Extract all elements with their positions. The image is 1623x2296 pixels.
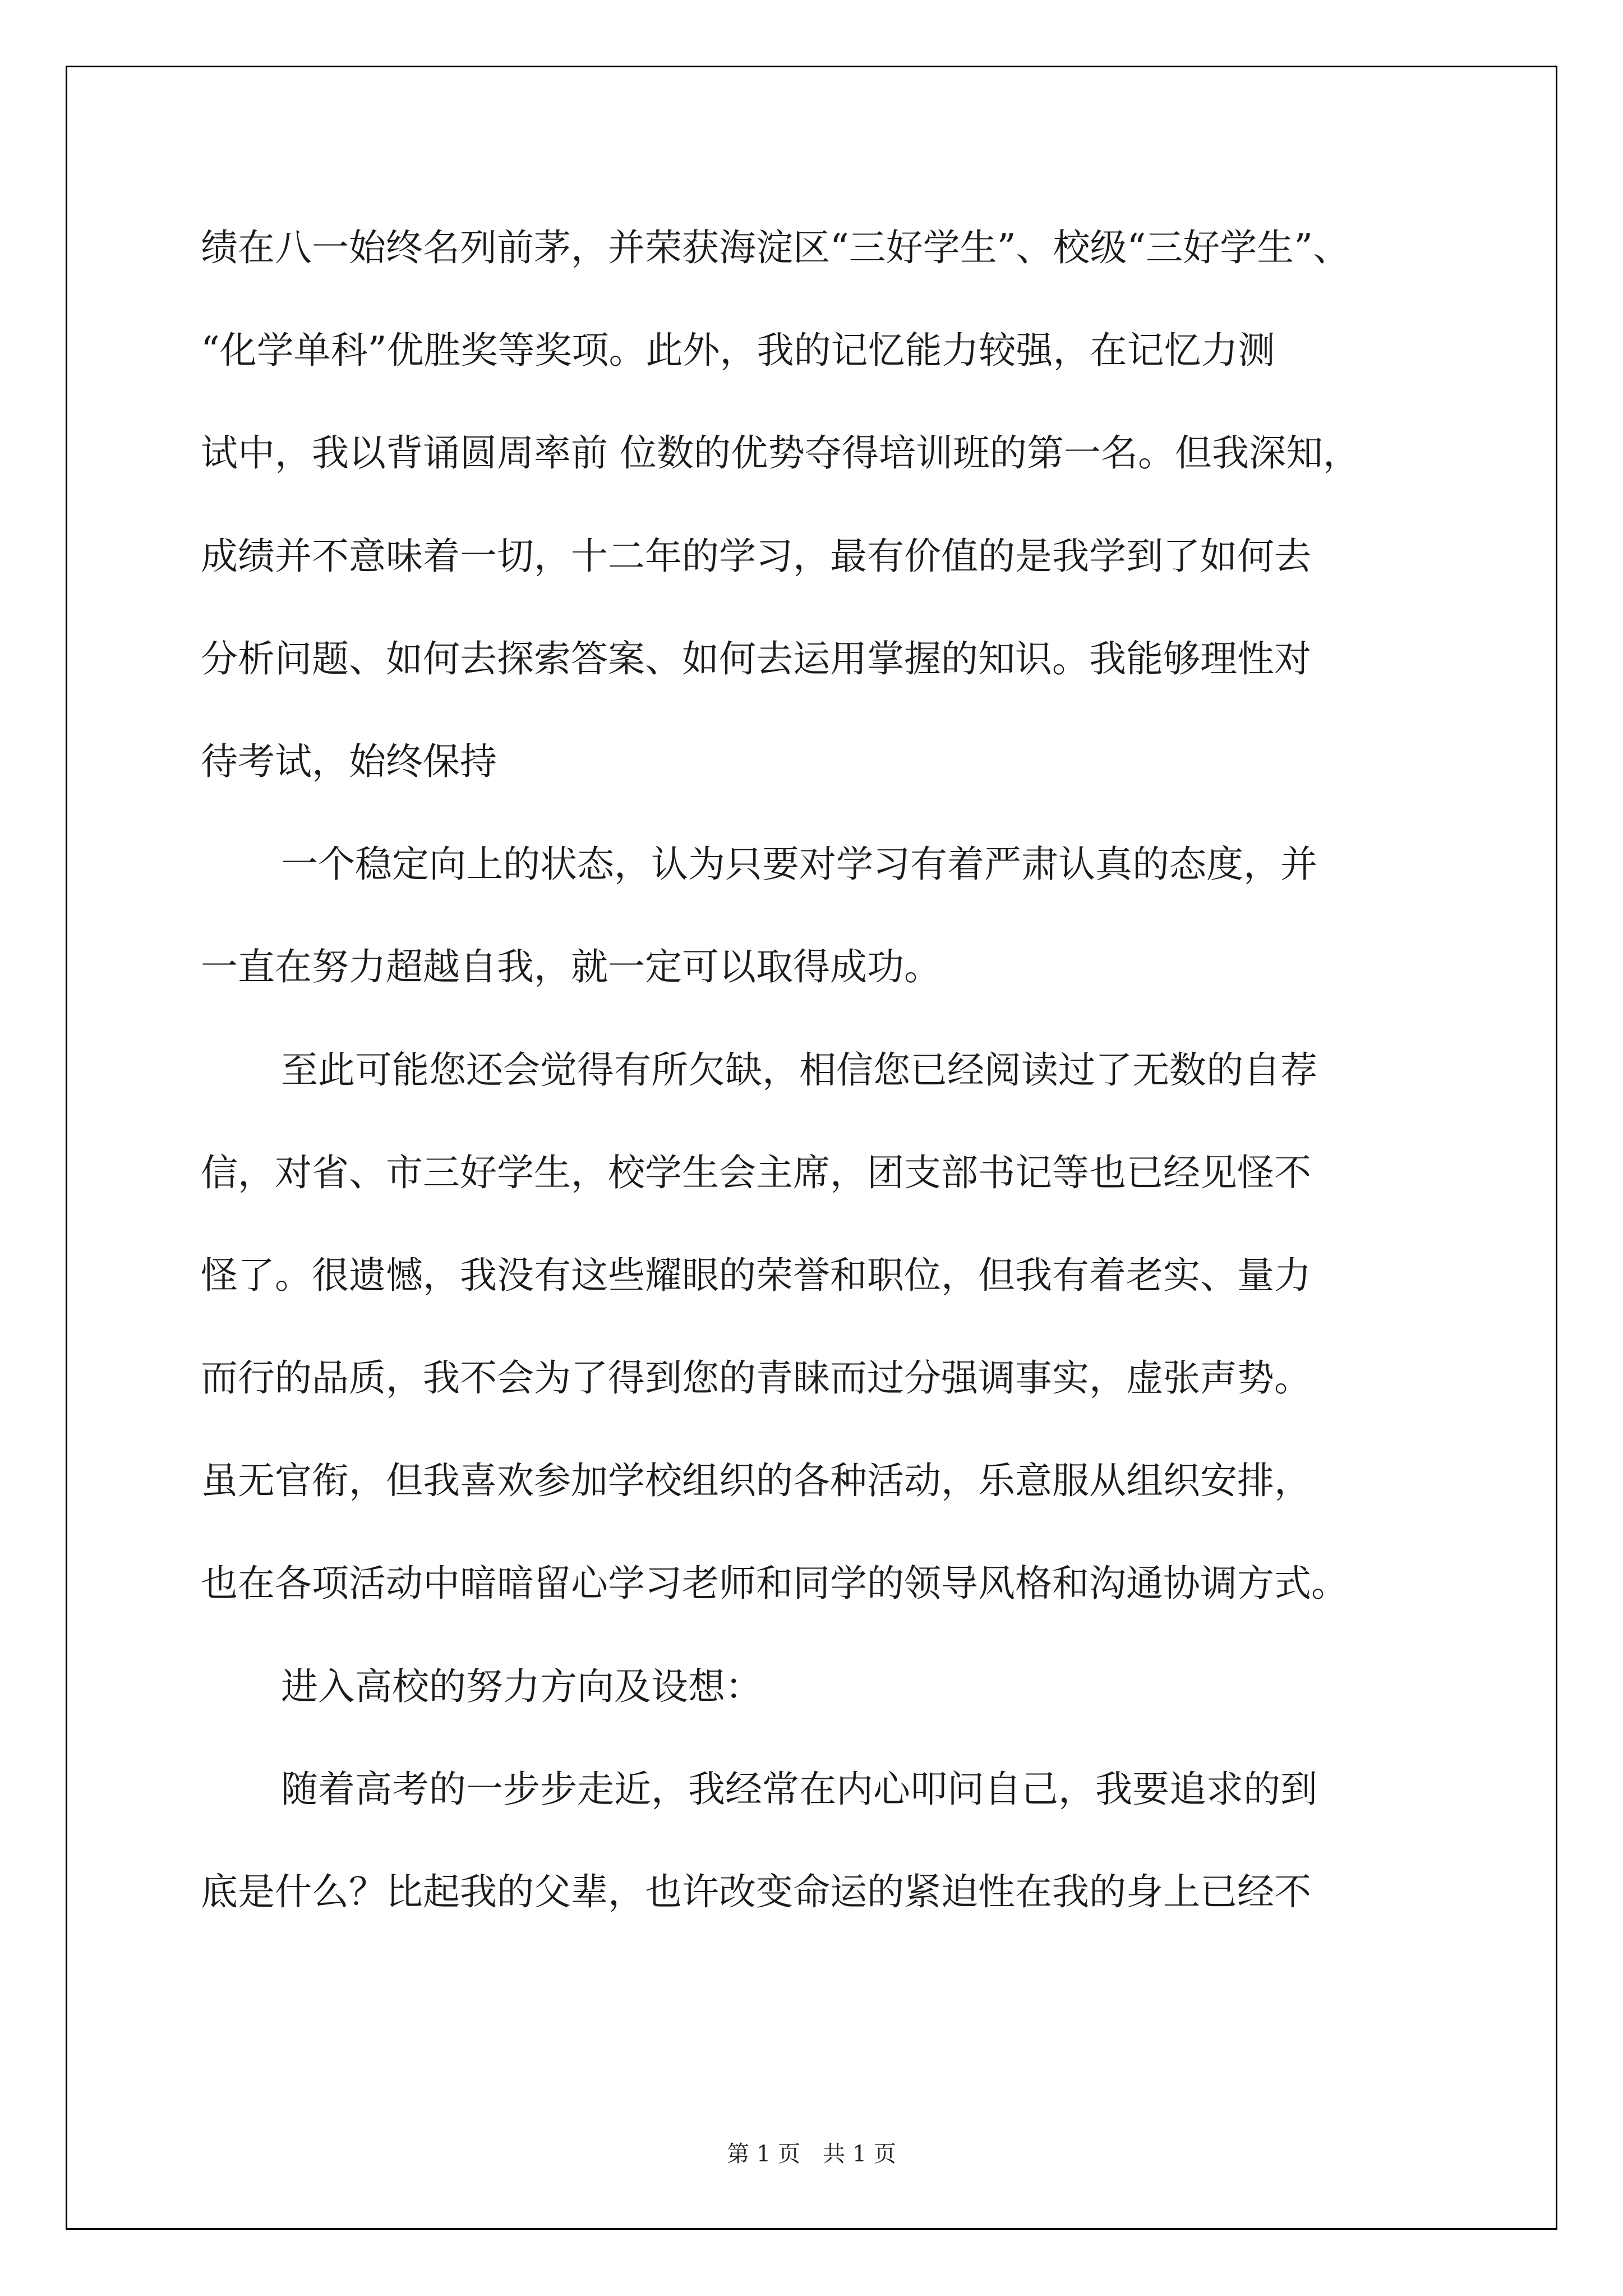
text-line: 试中，我以背诵圆周率前 位数的优势夺得培训班的第一名。但我深知， — [201, 431, 1360, 475]
text-line: 分析问题、如何去探索答案、如何去运用掌握的知识。我能够理性对 — [201, 637, 1311, 680]
text-line: 绩在八一始终名列前茅，并荣获海淀区“三好学生”、校级“三好学生”、 — [201, 226, 1350, 269]
text-line: “化学单科”优胜奖等奖项。此外，我的记忆能力较强，在记忆力测 — [201, 329, 1275, 372]
text-line: 底是什么？比起我的父辈，也许改变命运的紧迫性在我的身上已经不 — [201, 1870, 1311, 1913]
page-footer: 第 1 页 共 1 页 — [727, 2141, 896, 2167]
text-line: 成绩并不意味着一切，十二年的学习，最有价值的是我学到了如何去 — [201, 534, 1311, 578]
text-line: 一直在努力超越自我，就一定可以取得成功。 — [201, 945, 941, 989]
text-line: 信，对省、市三好学生，校学生会主席，团支部书记等也已经见怪不 — [201, 1151, 1311, 1194]
text-line: 也在各项活动中暗暗留心学习老师和同学的领导风格和沟通协调方式。 — [201, 1562, 1348, 1605]
text-line: 进入高校的努力方向及设想： — [281, 1664, 762, 1708]
text-line: 一个稳定向上的状态，认为只要对学习有着严肃认真的态度，并 — [281, 843, 1317, 886]
text-line: 至此可能您还会觉得有所欠缺，相信您已经阅读过了无数的自荐 — [281, 1048, 1317, 1092]
text-line: 虽无官衔，但我喜欢参加学校组织的各种活动，乐意服从组织安排， — [201, 1459, 1311, 1503]
text-line: 怪了。很遗憾，我没有这些耀眼的荣誉和职位，但我有着老实、量力 — [201, 1253, 1311, 1297]
text-line: 随着高考的一步步走近，我经常在内心叩问自己，我要追求的到 — [281, 1767, 1317, 1811]
text-line: 待考试，始终保持 — [201, 739, 497, 783]
document-body — [201, 196, 1440, 1943]
text-line: 而行的品质，我不会为了得到您的青睐而过分强调事实，虚张声势。 — [201, 1356, 1311, 1400]
